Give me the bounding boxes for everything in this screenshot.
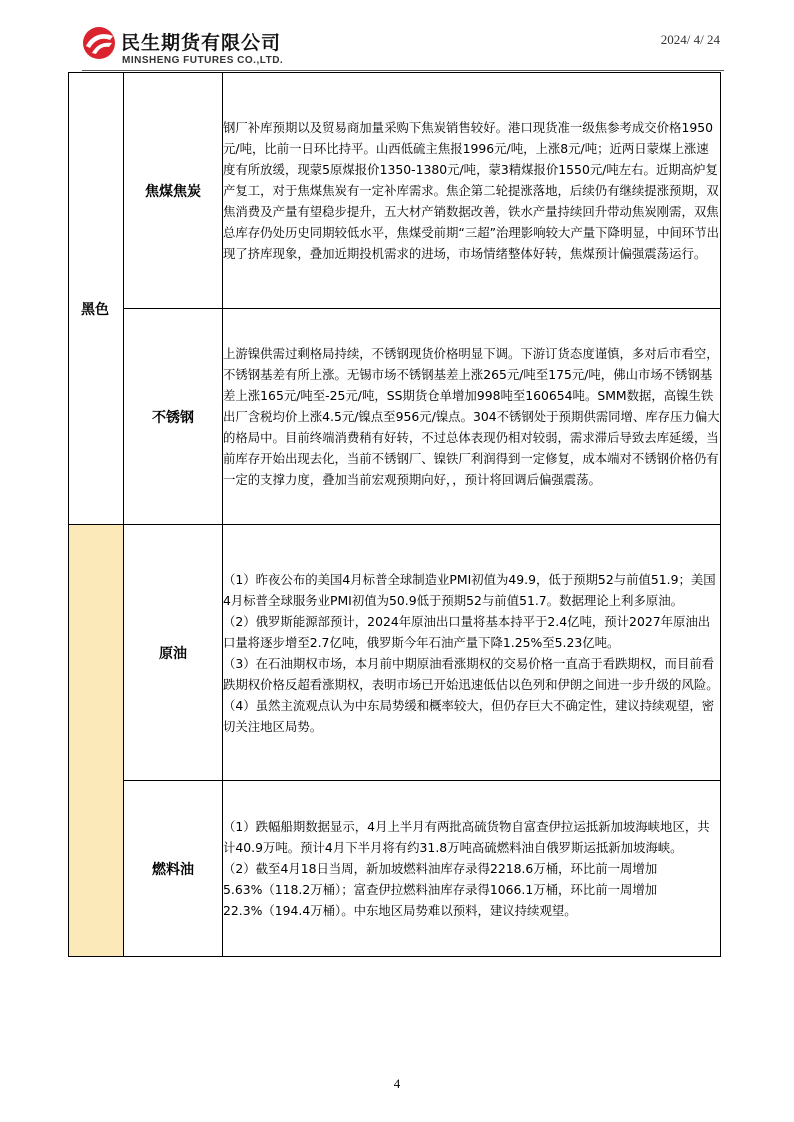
item-cell <box>124 781 223 957</box>
content-cell <box>223 73 721 309</box>
item-cell <box>124 525 223 781</box>
paragraph: （2）俄罗斯能源部预计，2024年原油出口量将基本持平于2.4亿吨，预计2027年原油出口量将逐步增至2.7亿吨，俄罗斯今年石油产量下降1.25%至5.23亿吨。 <box>223 613 711 650</box>
item-cell <box>124 73 223 309</box>
item-label-fuel-oil: 燃料油 <box>152 861 194 878</box>
content-cell <box>223 781 721 957</box>
content-cell <box>223 309 721 525</box>
item-label-coking-coal: 焦煤焦炭 <box>145 183 201 200</box>
page-header <box>0 0 794 72</box>
company-name-cn: 民生期货有限公司 <box>121 32 282 54</box>
minsheng-logo-icon <box>82 26 116 60</box>
paragraph: （2）截至4月18日当周，新加坡燃料油库存录得2218.6万桶，环比前一周增加5.63%（118.2万桶）；富查伊拉燃料油库存录得1066.1万桶，环比前一周增加22.3%（194.4万桶）。中东地区局势难以预料，建议持续观望。 <box>223 861 658 918</box>
paragraph: （4）虽然主流观点认为中东局势缓和概率较大，但仍存巨大不确定性，建议持续观望，密切关注地区局势。 <box>223 697 715 734</box>
category-cell-black <box>69 73 124 525</box>
table-row <box>69 781 721 957</box>
page-number: 4 <box>393 1076 401 1091</box>
item-label-crude-oil: 原油 <box>159 645 187 662</box>
header-rule <box>82 70 724 71</box>
content-cell <box>223 525 721 781</box>
paragraph: （1）昨夜公布的美国4月标普全球制造业PMI初值为49.9，低于预期52与前值51.9；美国4月标普全球服务业PMI初值为50.9低于预期52与前值51.7。数据理论上利多原油。 <box>223 571 716 608</box>
category-cell-energy <box>69 525 124 957</box>
report-date: 2024/ 4/ 24 <box>660 32 720 47</box>
paragraph: （3）在石油期权市场，本月前中期原油看涨期权的交易价格一直高于看跌期权，而目前看跌期权价格反超看涨期权，表明市场已开始迅速低估以色列和伊朗之间进一步升级的风险。 <box>223 655 719 692</box>
item-label-stainless-steel: 不锈钢 <box>152 409 194 426</box>
table-row <box>69 525 721 781</box>
paragraph: 上游镍供需过剩格局持续，不锈钢现货价格明显下调。下游订货态度谨慎，多对后市看空，不锈钢基差有所上涨。无锡市场不锈钢基差上涨265元/吨至175元/吨，佛山市场不锈钢基差上涨165元/吨至-25元/吨，SS期货仓单增加998吨至160654吨。SMM数据，高镍生铁出厂含税均价上涨4.5元/镍点至956元/镍点。304不锈钢处于预期供需同增、库存压力偏大的格局中。目前终端消费稍有好转，不过总体表现仍相对较弱，需求滞后导致去库延缓，当前库存开始出现去化，当前不锈钢厂、镍铁厂利润得到一定修复，成本端对不锈钢价格仍有一定的支撑力度，叠加当前宏观预期向好，，预计将回调后偏强震荡。 <box>223 346 720 487</box>
category-label <box>69 731 123 751</box>
paragraph: （1）跌幅船期数据显示，4月上半月有两批高硫货物自富查伊拉运抵新加坡海峡地区，共计40.9万吨。预计4月下半月将有约31.8万吨高硫燃料油自俄罗斯运抵新加坡海峡。 <box>223 819 710 855</box>
paragraph: 钢厂补库预期以及贸易商加量采购下焦炭销售较好。港口现货准一级焦参考成交价格1950元/吨，比前一日环比持平。山西低硫主焦报1996元/吨，上涨8元/吨；近两日蒙煤上涨速度有所放缓，现蒙5原煤报价1350-1380元/吨，蒙3精煤报价1550元/吨左右。近期高炉复产复工，对于焦煤焦炭有一定补库需求。焦企第二轮提涨落地，后续仍有继续提涨预期，双焦消费及产量有望稳步提升，五大材产销数据改善，铁水产量持续回升带动焦炭刚需，双焦总库存仍处历史同期较低水平，焦煤受前期“三超”治理影响较大产量下降明显，中间环节出现了挤库现象，叠加近期投机需求的进场，市场情绪整体好转，焦煤预计偏强震荡运行。 <box>223 120 720 261</box>
table-row <box>69 73 721 309</box>
item-cell <box>124 309 223 525</box>
company-name-en: MINSHENG FUTURES CO.,LTD. <box>122 55 284 66</box>
category-label: 黑色 <box>81 301 109 318</box>
table-row <box>69 309 721 525</box>
commodity-table <box>68 72 721 957</box>
